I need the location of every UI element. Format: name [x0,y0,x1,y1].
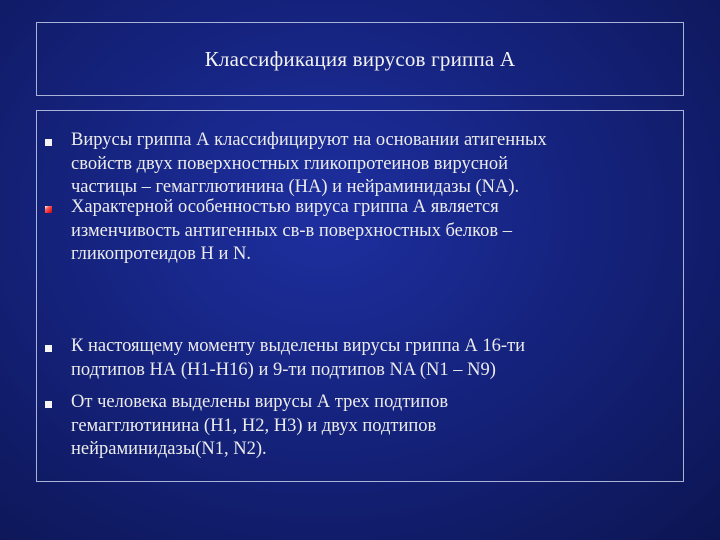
square-bullet-icon [45,345,52,352]
square-bullet-icon [45,139,52,146]
bullet-text-2: Характерной особенностью вируса гриппа А является изменчивость антигенных св-в поверхностных белков – гликопротеидов H и N. [71,197,512,264]
square-bullet-icon [45,401,52,408]
bullet-text-4: От человека выделены вирусы А трех подтипов гемагглютинина (Н1, Н2, Н3) и двух подтипов нейраминидазы(N1, N2). [71,392,449,459]
content-frame [36,110,684,482]
slide-title: Классификация вирусов гриппа А [204,46,516,71]
red-square-bullet-icon [45,206,52,213]
title-frame [36,22,684,96]
bullet-text-1: Вирусы гриппа А классифицируют на основании атигенных свойств двух поверхностных гликопротеинов вирусной частицы – гемагглютинина (HA) и нейраминидазы (NA). [71,130,547,197]
bullet-text-3: К настоящему моменту выделены вирусы гриппа А 16-ти подтипов НА (H1-H16) и 9-ти подтипов NA (N1 – N9) [71,336,526,380]
